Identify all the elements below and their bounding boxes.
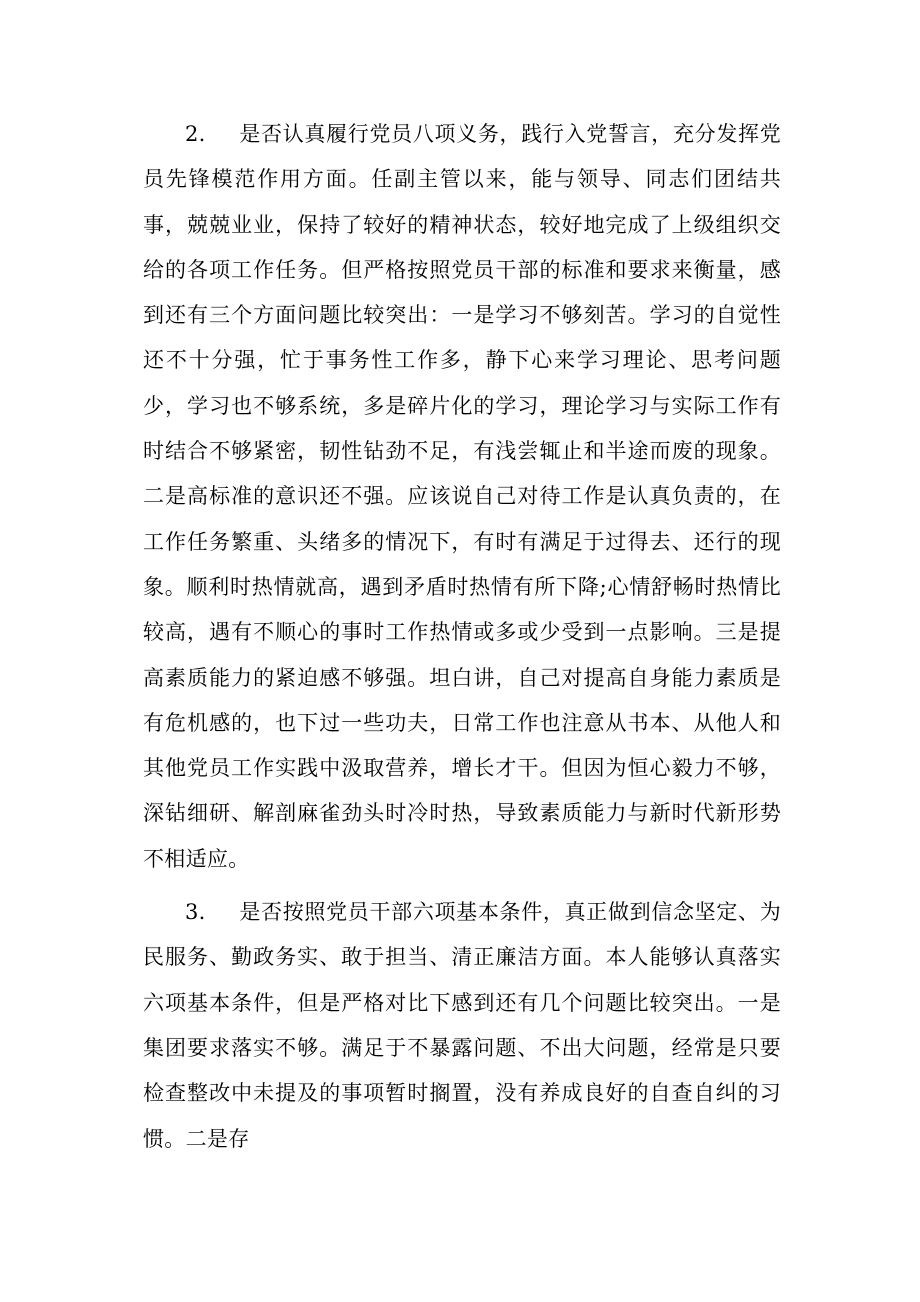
paragraph-text: 是否认真履行党员八项义务，践行入党誓言，充分发挥党员先锋模范作用方面。任副主管以来，能与领导、同志们团结共事，兢兢业业，保持了较好的精神状态，较好地完成了上级组织交给的各项工作任务。但严格按照党员干部的标准和要求来衡量，感到还有三个方面问题比较突出：一是学习不够刻苦。学习的自觉性还不十分强，忙于事务性工作多，静下心来学习理论、思考问题少，学习也不够系统，多是碎片化的学习，理论学习与实际工作有时结合不够紧密，韧性钻劲不足，有浅尝辄止和半途而废的现象。二是高标准的意识还不强。应该说自己对待工作是认真负责的，在工作任务繁重、头绪多的情况下，有时有满足于过得去、还行的现象。顺利时热情就高，遇到矛盾时热情有所下降;心情舒畅时热情比较高，遇有不顺心的事时工作热情或多或少受到一点影响。三是提高素质能力的紧迫感不够强。坦白讲，自己对提高自身能力素质是有危机感的，也下过一些功夫，日常工作也注意从书本、从他人和其他党员工作实践中汲取营养，增长才干。但因为恒心毅力不够，深钻细研、解剖麻雀劲头时冷时热，导致素质能力与新时代新形势不相适应。 [143, 122, 781, 871]
paragraph-2 [143, 112, 781, 882]
document-body [143, 112, 781, 1162]
paragraph-text: 是否按照党员干部六项基本条件，真正做到信念坚定、为民服务、勤政务实、敢于担当、清正廉洁方面。本人能够认真落实六项基本条件，但是严格对比下感到还有几个问题比较突出。一是集团要求落实不够。满足于不暴露问题、不出大问题，经常是只要检查整改中未提及的事项暂时搁置，没有养成良好的自查自纠的习惯。二是存 [143, 900, 781, 1151]
paragraph-number: 3. [185, 900, 206, 925]
paragraph-3 [143, 890, 781, 1162]
paragraph-number: 2. [185, 122, 206, 146]
